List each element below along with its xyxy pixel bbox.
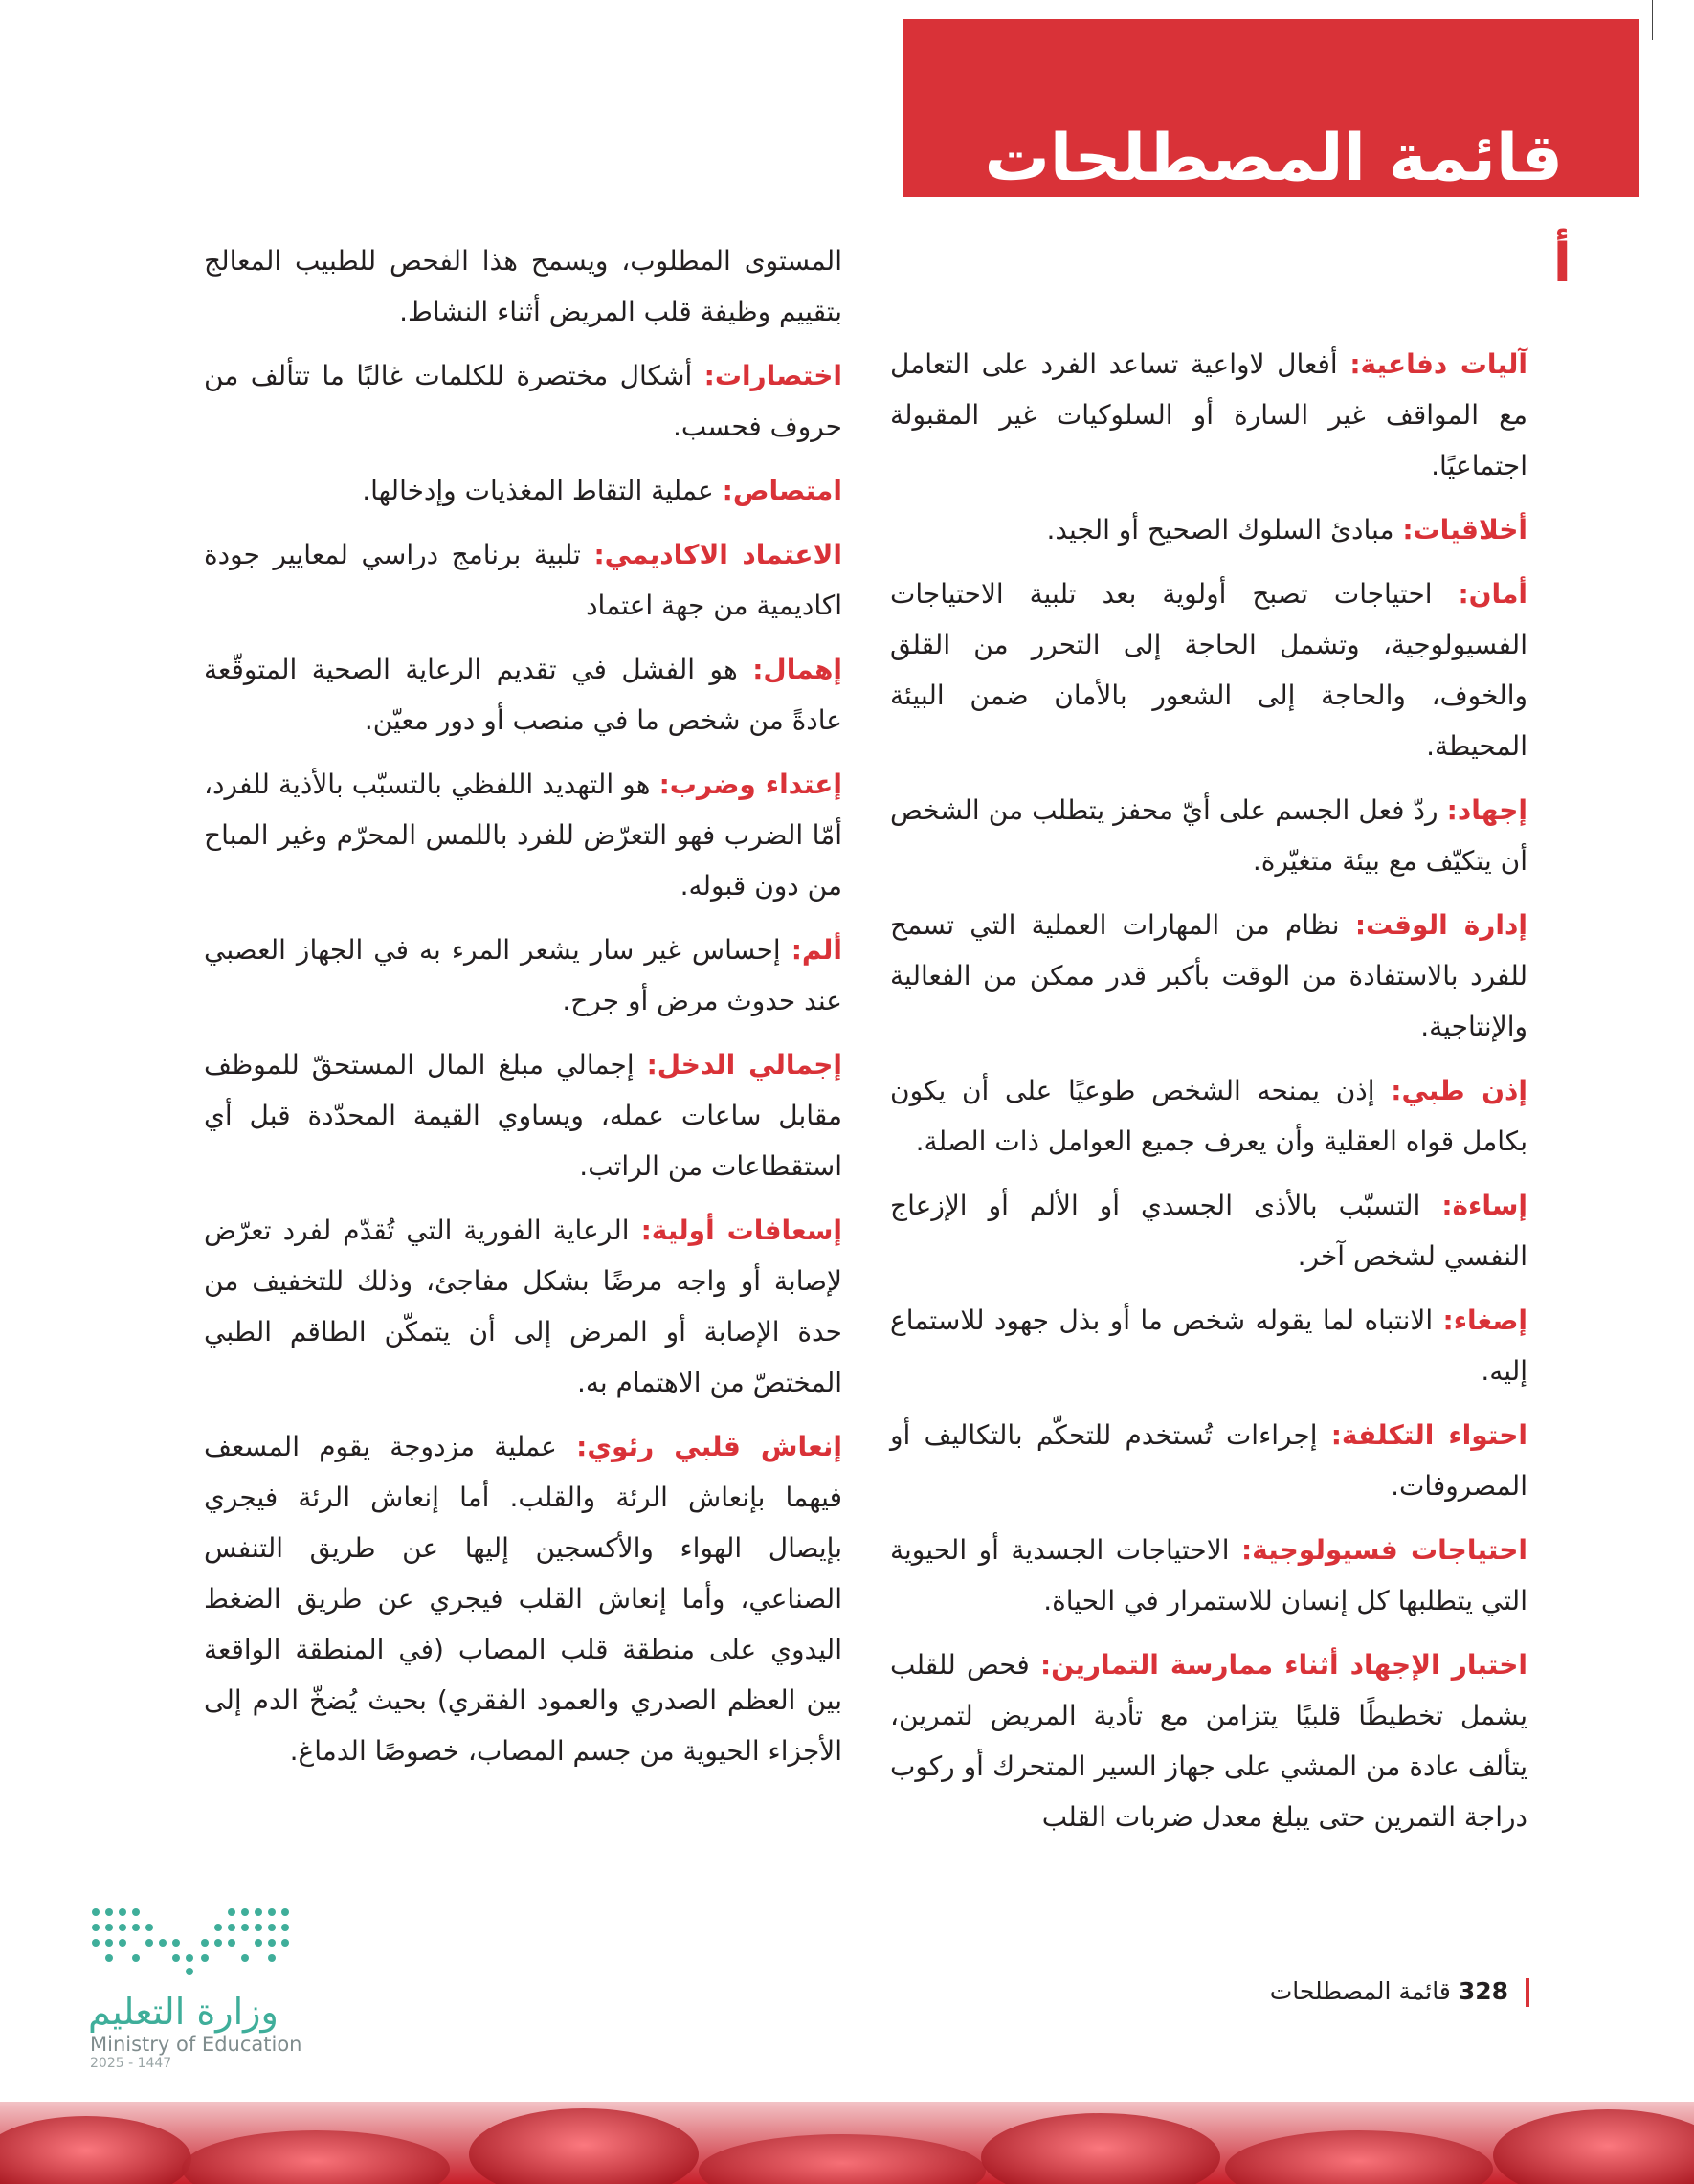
glossary-term: اختصارات: <box>703 360 842 391</box>
glossary-term: آليات دفاعية: <box>1349 348 1527 380</box>
logo-english-text: Ministry of Education <box>90 2033 302 2056</box>
glossary-column-right <box>890 339 1527 1856</box>
page-footer <box>1270 1977 1529 2007</box>
page-title-banner <box>903 19 1639 197</box>
page-number: 328 <box>1458 1977 1508 2005</box>
glossary-entry <box>204 759 842 911</box>
glossary-entry <box>890 504 1527 555</box>
glossary-definition: إذن يمنحه الشخص طوعيًا على أن يكون بكامل قواه العقلية وأن يعرف جميع العوامل ذات الصلة. <box>890 1075 1527 1157</box>
glossary-definition: ردّ فعل الجسم على أيّ محفز يتطلب من الشخص أن يتكيّف مع بيئة متغيّرة. <box>890 794 1527 877</box>
glossary-term: إذن طبي: <box>1391 1075 1527 1106</box>
glossary-entry <box>890 1525 1527 1626</box>
footer-divider <box>1526 1978 1529 2007</box>
page-title: قائمة المصطلحات <box>984 121 1563 196</box>
logo-dots-icon <box>88 1903 299 1977</box>
glossary-term: إجهاد: <box>1446 794 1527 826</box>
glossary-definition: هو التهديد اللفظي بالتسبّب بالأذية للفرد، أمّا الضرب فهو التعرّض للفرد باللمس المحرّم وغير المباح من دون قبوله. <box>204 769 842 902</box>
glossary-definition: تلبية برنامج دراسي لمعايير جودة اكاديمية من جهة اعتماد <box>204 539 842 621</box>
glossary-term: إعتداء وضرب: <box>658 769 843 800</box>
footer-label: قائمة المصطلحات <box>1269 1977 1451 2005</box>
crop-mark <box>1652 0 1653 40</box>
glossary-definition: المستوى المطلوب، ويسمح هذا الفحص للطبيب المعالج بتقييم وظيفة قلب المريض أثناء النشاط. <box>204 245 842 327</box>
glossary-entry <box>204 350 842 452</box>
glossary-definition: فحص للقلب يشمل تخطيطًا قلبيًا يتزامن مع تأدية المريض لتمرين، يتألف عادة من المشي على جهاز السير المتحرك أو ركوب دراجة التمرين حتى يبلغ معدل ضربات القلب <box>890 1649 1527 1833</box>
glossary-definition: الانتباه لما يقوله شخص ما أو بذل جهود للاستماع إليه. <box>890 1304 1527 1387</box>
logo-year: 2025 - 1447 <box>90 2056 172 2071</box>
glossary-entry <box>890 339 1527 491</box>
glossary-entry <box>204 1039 842 1192</box>
logo-arabic-text: وزارة التعليم <box>88 1991 279 2033</box>
glossary-term: اختبار الإجهاد أثناء ممارسة التمارين: <box>1039 1649 1527 1681</box>
glossary-definition: إحساس غير سار يشعر المرء به في الجهاز العصبي عند حدوث مرض أو جرح. <box>204 934 842 1016</box>
glossary-term: إجمالي الدخل: <box>646 1049 842 1081</box>
glossary-term: إسعافات أولية: <box>640 1215 842 1246</box>
glossary-term: احتياجات فسيولوجية: <box>1240 1534 1527 1566</box>
glossary-entry <box>204 235 842 337</box>
glossary-entry <box>890 1180 1527 1281</box>
glossary-term: احتواء التكلفة: <box>1330 1419 1527 1451</box>
ministry-logo <box>88 1903 308 2070</box>
glossary-entry <box>204 465 842 516</box>
glossary-definition: هو الفشل في تقديم الرعاية الصحية المتوقّعة عادةً من شخص ما في منصب أو دور معيّن. <box>204 654 842 736</box>
glossary-definition: نظام من المهارات العملية التي تسمح للفرد بالاستفادة من الوقت بأكبر قدر ممكن من الفعالية والإنتاجية. <box>890 909 1527 1042</box>
glossary-entry <box>204 644 842 746</box>
glossary-entry <box>890 785 1527 886</box>
glossary-definition: إجراءات تُستخدم للتحكّم بالتكاليف أو المصروفات. <box>890 1419 1527 1502</box>
glossary-term: أخلاقيات: <box>1402 514 1527 546</box>
glossary-entry <box>890 568 1527 771</box>
glossary-definition: إجمالي مبلغ المال المستحقّ للموظف مقابل ساعات عمله، ويساوي القيمة المحدّدة قبل أي استقطاعات من الراتب. <box>204 1049 842 1182</box>
glossary-definition: الرعاية الفورية التي تُقدّم لفرد تعرّض لإصابة أو واجه مرضًا بشكل مفاجئ، وذلك للتخفيف من حدة الإصابة أو المرض إلى أن يتمكّن الطاقم الطبي المختصّ من الاهتمام به. <box>204 1215 842 1398</box>
glossary-term: إنعاش قلبي رئوي: <box>576 1431 842 1462</box>
glossary-term: إصغاء: <box>1442 1304 1527 1336</box>
bottom-decorative-band <box>0 2102 1694 2184</box>
glossary-entry <box>890 1639 1527 1842</box>
glossary-definition: احتياجات تصبح أولوية بعد تلبية الاحتياجات الفسيولوجية، وتشمل الحاجة إلى التحرر من القلق والخوف، والحاجة إلى الشعور بالأمان ضمن البيئة المحيطة. <box>890 578 1527 762</box>
glossary-definition: عملية التقاط المغذيات وإدخالها. <box>362 475 723 506</box>
glossary-definition: أشكال مختصرة للكلمات غالبًا ما تتألف من حروف فحسب. <box>204 360 842 442</box>
glossary-definition: أفعال لاواعية تساعد الفرد على التعامل مع المواقف غير السارة أو السلوكيات غير المقبولة اجتماعيًا. <box>890 348 1527 481</box>
glossary-term: ألم: <box>791 934 842 966</box>
glossary-term: إدارة الوقت: <box>1354 909 1527 941</box>
glossary-entry <box>204 1205 842 1408</box>
glossary-term: إساءة: <box>1441 1190 1527 1221</box>
glossary-term: الاعتماد الاكاديمي: <box>593 539 842 570</box>
glossary-term: أمان: <box>1458 578 1527 610</box>
glossary-entry <box>890 900 1527 1052</box>
glossary-entry <box>204 1421 842 1776</box>
glossary-column-left <box>204 235 842 1790</box>
glossary-entry <box>890 1410 1527 1511</box>
glossary-entry <box>890 1295 1527 1396</box>
glossary-entry <box>204 925 842 1026</box>
glossary-entry <box>890 1065 1527 1167</box>
glossary-term: امتصاص: <box>722 475 842 506</box>
glossary-definition: مبادئ السلوك الصحيح أو الجيد. <box>1046 514 1403 546</box>
glossary-entry <box>204 529 842 631</box>
glossary-term: إهمال: <box>752 654 842 685</box>
glossary-definition: عملية مزدوجة يقوم المسعف فيهما بإنعاش الرئة والقلب. أما إنعاش الرئة فيجري بإيصال الهواء والأكسجين إليها عن طريق التنفس الصناعي، وأما إنعاش القلب فيجري عن طريق الضغط اليدوي على منطقة قلب المصاب (في المنطقة الواقعة بين العظم الصدري والعمود الفقري) بحيث يُضخّ الدم إلى الأجزاء الحيوية من جسم المصاب، خصوصًا الدماغ. <box>204 1431 842 1767</box>
section-letter: أ <box>1552 233 1571 295</box>
glossary-definition: التسبّب بالأذى الجسدي أو الألم أو الإزعاج النفسي لشخص آخر. <box>890 1190 1527 1272</box>
glossary-definition: الاحتياجات الجسدية أو الحيوية التي يتطلبها كل إنسان للاستمرار في الحياة. <box>890 1534 1527 1616</box>
